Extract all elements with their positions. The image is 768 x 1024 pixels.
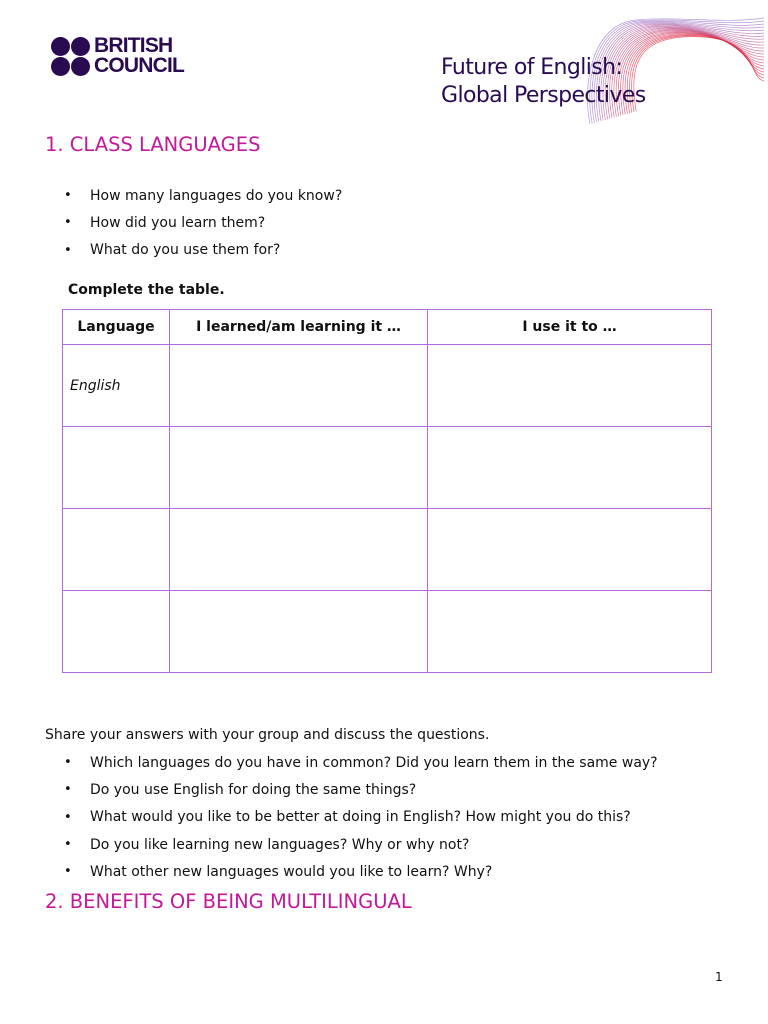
table-instruction: Complete the table. xyxy=(68,282,225,298)
bullet: • xyxy=(64,215,72,231)
section-2-heading: 2. BENEFITS OF BEING MULTILINGUAL xyxy=(45,890,412,913)
cell-learned[interactable] xyxy=(170,427,428,509)
header-learned: I learned/am learning it … xyxy=(170,310,428,345)
cell-use[interactable] xyxy=(428,427,712,509)
logo-dots-icon xyxy=(51,37,90,76)
header-use: I use it to … xyxy=(428,310,712,345)
bullet: • xyxy=(64,242,72,258)
list-item xyxy=(64,831,658,858)
question-text: What other new languages would you like to learn? Why? xyxy=(90,863,493,880)
bullet: • xyxy=(64,188,72,204)
table-header-row xyxy=(63,310,712,345)
table-row xyxy=(63,591,712,673)
header-language: Language xyxy=(63,310,170,345)
question-text: How many languages do you know? xyxy=(90,187,343,204)
header-title-line-1: Future of English: xyxy=(441,55,623,80)
list-item xyxy=(64,749,658,776)
question-text: Do you like learning new languages? Why or why not? xyxy=(90,836,470,853)
cell-language[interactable] xyxy=(63,427,170,509)
list-item xyxy=(64,182,342,209)
discussion-questions xyxy=(64,749,658,885)
class-languages-questions xyxy=(64,182,342,264)
header-title-line-2: Global Perspectives xyxy=(441,83,646,108)
bullet: • xyxy=(64,809,72,825)
logo-line-2: COUNCIL xyxy=(94,54,185,77)
section-1-heading: 1. CLASS LANGUAGES xyxy=(45,133,261,156)
table-row xyxy=(63,427,712,509)
bullet: • xyxy=(64,837,72,853)
header-title xyxy=(441,54,646,110)
question-text: What would you like to be better at doing in English? How might you do this? xyxy=(90,809,631,826)
list-item xyxy=(64,804,658,831)
cell-use[interactable] xyxy=(428,345,712,427)
page-number: 1 xyxy=(715,970,723,984)
bullet: • xyxy=(64,755,72,771)
cell-learned[interactable] xyxy=(170,345,428,427)
cell-learned[interactable] xyxy=(170,509,428,591)
languages-table xyxy=(62,309,712,673)
question-text: Do you use English for doing the same things? xyxy=(90,781,417,798)
cell-use[interactable] xyxy=(428,591,712,673)
discussion-intro: Share your answers with your group and discuss the questions. xyxy=(45,727,490,743)
list-item xyxy=(64,237,342,264)
bullet: • xyxy=(64,864,72,880)
question-text: Which languages do you have in common? Did you learn them in the same way? xyxy=(90,754,658,771)
cell-use[interactable] xyxy=(428,509,712,591)
table-row xyxy=(63,345,712,427)
cell-language[interactable] xyxy=(63,509,170,591)
cell-language[interactable] xyxy=(63,591,170,673)
cell-learned[interactable] xyxy=(170,591,428,673)
bullet: • xyxy=(64,782,72,798)
question-text: How did you learn them? xyxy=(90,214,266,231)
logo-line-1: BRITISH xyxy=(94,34,173,57)
list-item xyxy=(64,776,658,803)
list-item xyxy=(64,858,658,885)
question-text: What do you use them for? xyxy=(90,242,281,259)
british-council-logo xyxy=(51,36,184,76)
list-item xyxy=(64,209,342,236)
logo-text xyxy=(94,36,184,76)
table-row xyxy=(63,509,712,591)
cell-language[interactable]: English xyxy=(63,345,170,427)
